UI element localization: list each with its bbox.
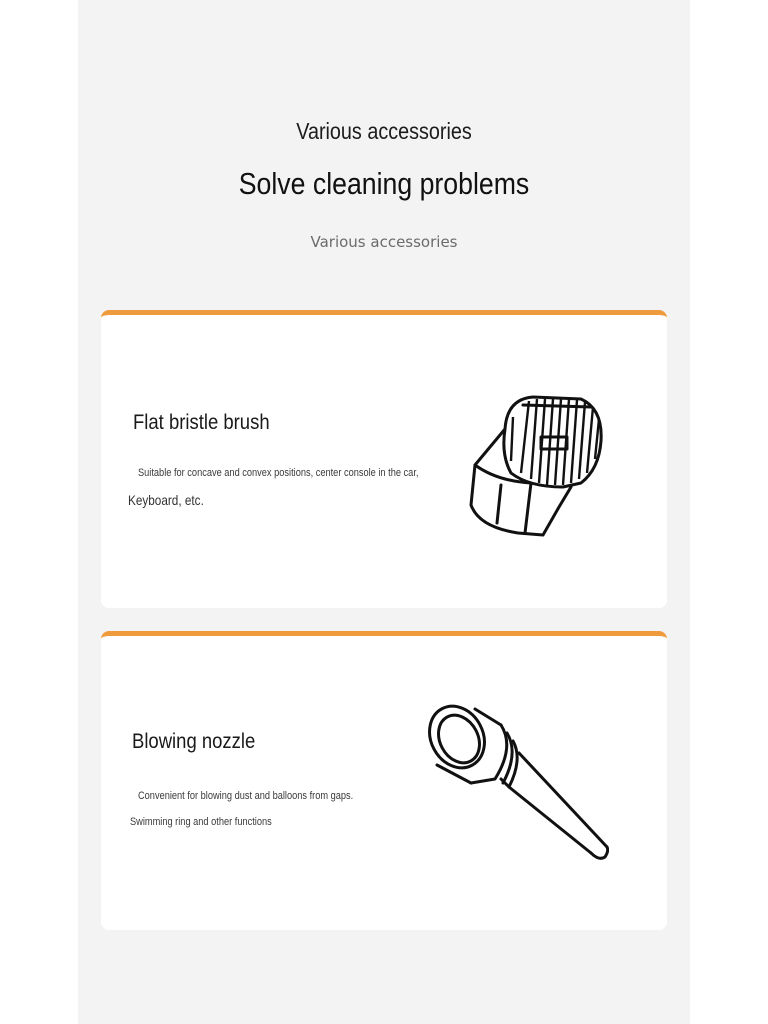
accessory-card-blowing-nozzle: [101, 631, 667, 930]
accessory-card-flat-bristle-brush: [101, 310, 667, 608]
card-description-line: Convenient for blowing dust and balloons from gaps.: [138, 790, 354, 802]
card-title: Flat bristle brush: [133, 411, 270, 434]
blowing-nozzle-icon: [423, 701, 609, 873]
card-description-line: Suitable for concave and convex positions, center console in the car,: [138, 467, 419, 479]
section-title: Solve cleaning problems: [238, 166, 530, 201]
card-description-line: Swimming ring and other functions: [130, 816, 272, 828]
flat-bristle-brush-icon: [463, 387, 611, 537]
card-title: Blowing nozzle: [132, 730, 256, 753]
section-caption: Various accessories: [310, 233, 458, 251]
card-description-line: Keyboard, etc.: [128, 492, 204, 508]
page-panel: [78, 0, 690, 1024]
section-subtitle: Various accessories: [296, 118, 472, 144]
